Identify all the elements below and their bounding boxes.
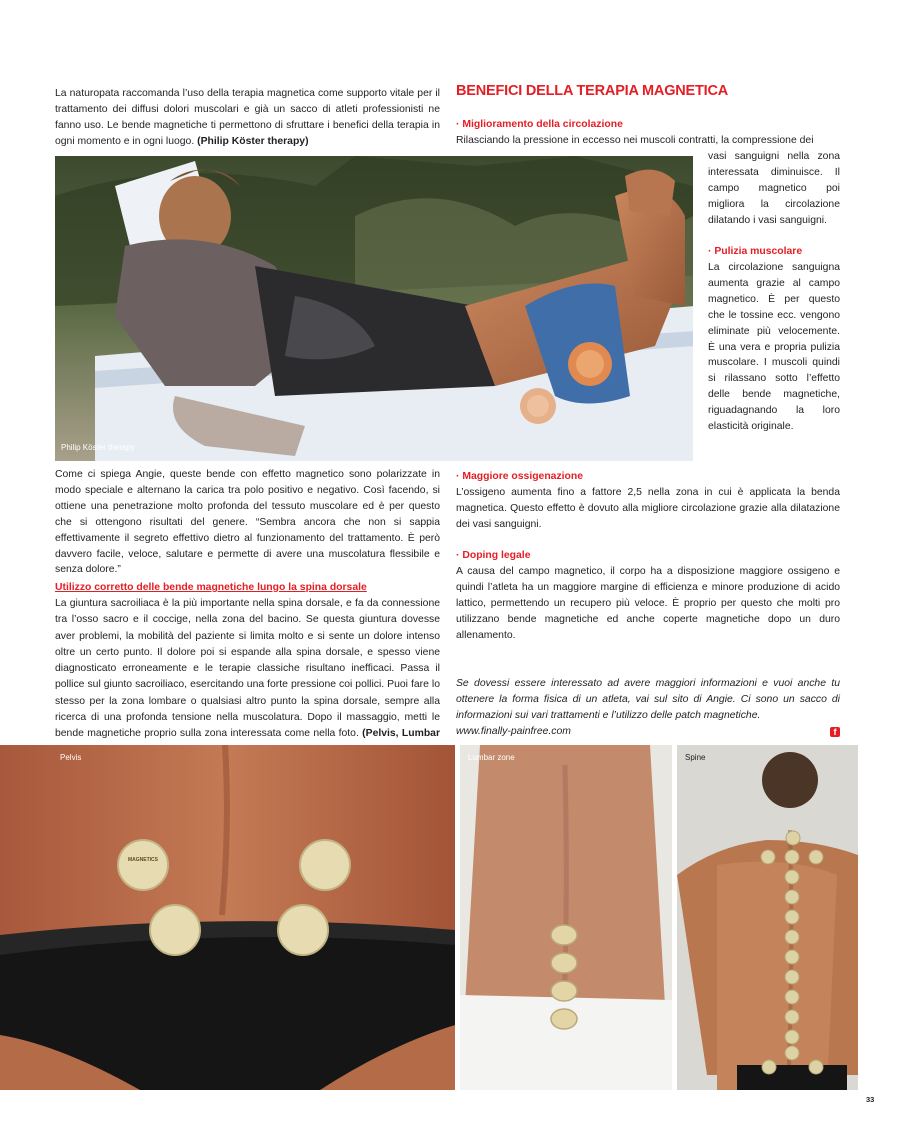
pelvis-caption: Pelvis — [60, 753, 82, 762]
circolazione-line1: Rilasciando la pressione in eccesso nei muscoli contratti, la compressione dei — [456, 135, 814, 146]
doping-text: A causa del campo magnetico, il corpo ha a disposizione maggiore ossigeno e quindi l’atleta ha un maggiore margine di efficienza e minore produzione di acido lattico, permettendo un recupero più veloce. È proprio per questo che molti pro utilizzano bende magnetiche ed anche coperte magnetiche dopo un duro allenamento. — [456, 566, 840, 641]
ossigenazione-text: L’ossigeno aumenta fino a fattore 2,5 nella zona in cui è applicata la benda magnetica. Questo effetto è dovuto alla migliore circolazione grazie alla dilatazione dei vasi sanguigni. — [456, 487, 840, 530]
ossigenazione-heading: · Maggiore ossigenazione — [456, 471, 584, 482]
main-photo-caption: Philip Köster therapy — [61, 443, 135, 452]
circolazione-heading: · Miglioramento della circolazione — [456, 119, 623, 130]
pelvis-photo — [0, 745, 455, 1090]
spine-section-text: La giuntura sacroiliaca è la più importante nella spina dorsale, e fa da connessione tra l’osso sacro e il coccige, nella zona del bacino. Se questa giuntura dovesse aver problemi, la mobilità del paziente si limita molto e si sente un dolore intenso oltre un certo punto. Il dolore poi si espande alla spina dorsale, e spesso viene diagnosticato erroneamente e le terapie classiche risultano inefficaci. Passa il pollice sul giunto sacroiliaco, esercitando una forte pressione coi pollici. Puoi fare lo stesso per la zona lombare o qualsiasi altro punto la spina dorsale, sempre alla ricerca di una profonda tensione nella muscolatura. Dopo il massaggio, metti le bende magnetiche proprio sulla zona interessata come nella foto. — [55, 598, 440, 740]
spine-section-heading: Utilizzo corretto delle bende magnetiche lungo la spina dorsale — [55, 582, 367, 593]
intro-paragraph — [55, 86, 440, 150]
facebook-icon[interactable]: f — [830, 727, 840, 737]
benefits-title: BENEFICI DELLA TERAPIA MAGNETICA — [456, 83, 729, 99]
pelvis-photo-image — [0, 745, 455, 1090]
pulizia-text: La circolazione sanguigna aumenta grazie al campo magnetico. È per questo che le tossine ecc. vengono eliminate più velocemente. È una vera e propria pulizia muscolare. I muscoli quindi si rilassano sotto l’effetto delle bende magnetiche, riguadagnando la loro elasticità originale. — [708, 262, 840, 433]
info-paragraph: Se dovessi essere interessato ad avere maggiori informazioni e vuoi anche tu ottenere la forma fisica di un atleta, vai sul sito di Angie. Ci sono un sacco di informazioni sui vari trattamenti e l’utilizzo delle patch magnetiche. — [456, 678, 840, 721]
circolazione-text: vasi sanguigni nella zona interessata diminuisce. Il campo magnetico poi migliora la circolazione dilatando i vasi sanguigni. — [708, 151, 840, 226]
intro-text: La naturopata raccomanda l’uso della terapia magnetica come supporto vitale per il trattamento dei diffusi dolori muscolari e già un sacco di atleti professionisti ne fanno uso. Le bende magnetiche ti permettono di sfruttare i benefici della terapia in ogni momento e in ogni luogo. — [55, 88, 440, 147]
spine-caption: Spine — [685, 753, 706, 762]
lumbar-photo — [460, 745, 672, 1090]
lumbar-photo-image — [460, 745, 672, 1090]
explain-paragraph: Come ci spiega Angie, queste bende con effetto magnetico sono polarizzate in modo speciale e alternano la carica tra polo positivo e negativo. Così facendo, si ottiene una penetrazione molto profonda del tessuto muscolare ed è per questo che si ottengono risultati del genere. “Sembra ancora che non si sappia effettivamente il segreto effettivo dietro al funzionamento del trattamento. È però davvero facile, veloce, salutare e permette di avere una muscolatura flessibile e senza dolore.” — [55, 469, 440, 576]
pulizia-heading: · Pulizia muscolare — [708, 246, 803, 257]
spine-section-paragraph — [55, 596, 440, 759]
main-photo-image — [55, 156, 693, 461]
spine-section-credit: (Pelvis, Lumbar — [362, 728, 440, 740]
info-url-link[interactable]: www.finally-painfree.com — [456, 726, 571, 737]
doping-heading: · Doping legale — [456, 550, 531, 561]
spine-photo — [677, 745, 858, 1090]
intro-credit: (Philip Köster therapy) — [197, 135, 309, 147]
main-photo — [55, 156, 693, 461]
lumbar-caption: Lumbar zone — [468, 753, 515, 762]
spine-photo-image — [677, 745, 858, 1090]
page-number: 33 — [866, 1095, 875, 1104]
patch-label: MAGNETICS — [128, 857, 158, 863]
